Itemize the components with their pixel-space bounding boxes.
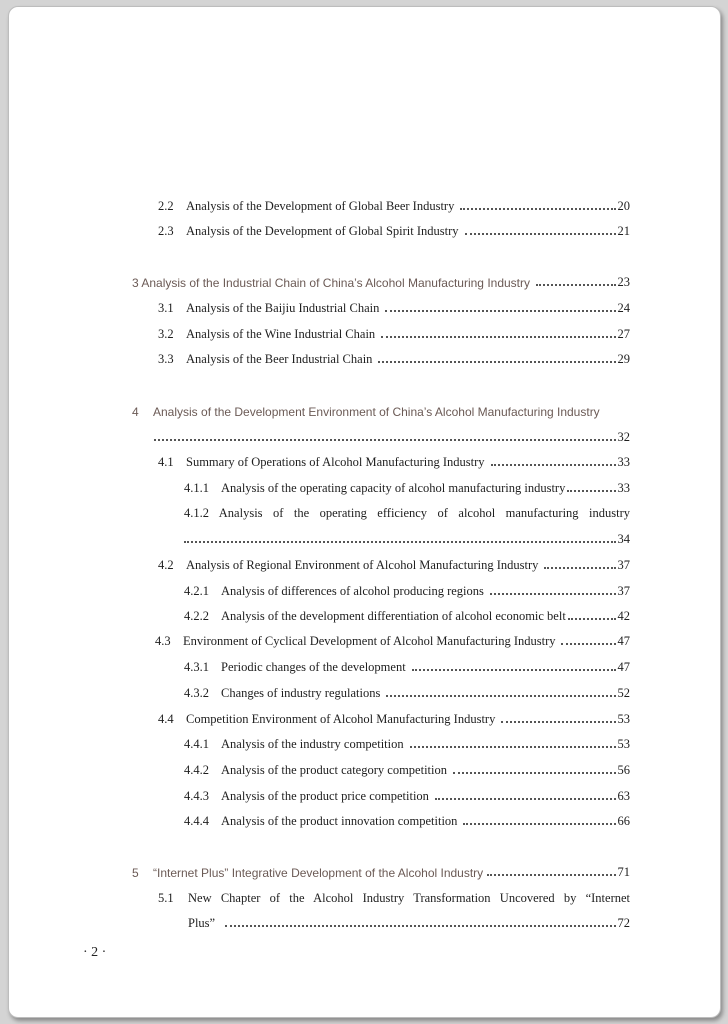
toc-leader-dots — [465, 233, 616, 235]
toc-leader-dots — [536, 284, 615, 286]
toc-entry-title: Periodic changes of the development — [221, 660, 406, 674]
toc-leader-dots — [561, 643, 615, 645]
toc-leader-dots — [567, 490, 615, 492]
toc-entry-title: Analysis of the operating efficiency of alcohol manufacturing industry — [218, 506, 630, 520]
toc-entry-title-continued: Plus” — [188, 916, 216, 930]
toc-entry[interactable] — [184, 655, 630, 675]
toc-page-number: 29 — [617, 352, 630, 366]
toc-page-number: 32 — [617, 430, 630, 444]
toc-section-number: 2.3 — [158, 224, 174, 238]
toc-entry[interactable] — [155, 629, 630, 649]
toc-section-number: 4.3.1 — [184, 660, 209, 674]
toc-section-number: 5.1 — [158, 891, 174, 905]
toc-leader-dots — [463, 823, 615, 825]
toc-section-number: 4.2.1 — [184, 584, 209, 598]
toc-entry[interactable] — [158, 553, 630, 573]
toc-leader-dots — [568, 618, 616, 620]
toc-section-number: 2.2 — [158, 199, 174, 213]
toc-entry-title: New Chapter of the Alcohol Industry Transformation Uncovered by “Internet — [188, 891, 630, 905]
toc-entry[interactable] — [184, 784, 630, 804]
toc-chapter-title: 3 Analysis of the Industrial Chain of China’s Alcohol Manufacturing Industry — [132, 276, 531, 290]
toc-entry-title: Analysis of the Beer Industrial Chain — [186, 352, 373, 366]
toc-entry-title: Changes of industry regulations — [221, 686, 381, 700]
toc-entry-title: Analysis of the Wine Industrial Chain — [186, 327, 376, 341]
toc-leader-dots — [381, 336, 615, 338]
toc-page-number: 72 — [617, 916, 630, 930]
toc-entry-title: Summary of Operations of Alcohol Manufacturing Industry — [186, 455, 485, 469]
toc-page-number: 37 — [617, 558, 630, 572]
toc-entry-title: Analysis of the product innovation competition — [221, 814, 458, 828]
toc-section-number: 4.4 — [158, 712, 174, 726]
toc-entry[interactable] — [184, 732, 630, 752]
toc-page-number: 63 — [617, 789, 630, 803]
toc-entry[interactable] — [158, 194, 630, 214]
toc-entry[interactable] — [184, 604, 630, 624]
toc-section-number: 3.2 — [158, 327, 174, 341]
toc-section-number: 4.4.4 — [184, 814, 209, 828]
toc-entry[interactable] — [184, 501, 630, 521]
toc-leader-dots — [491, 464, 616, 466]
toc-chapter-entry[interactable] — [132, 860, 630, 880]
toc-leader-dots — [184, 541, 616, 543]
toc-entry[interactable] — [158, 219, 630, 239]
toc-page-number: 66 — [617, 814, 630, 828]
toc-entry[interactable] — [158, 707, 630, 727]
toc-entry[interactable] — [158, 322, 630, 342]
toc-entry-title: Competition Environment of Alcohol Manufacturing Industry — [186, 712, 496, 726]
toc-leader-dots — [460, 208, 615, 210]
toc-entry-title: Analysis of the Development of Global Beer Industry — [186, 199, 455, 213]
toc-leader-dots — [544, 567, 615, 569]
toc-page-number: 53 — [617, 712, 630, 726]
toc-leader-dots — [412, 669, 616, 671]
toc-entry-continuation[interactable] — [184, 527, 630, 547]
toc-chapter-number: 5 — [132, 866, 139, 880]
toc-entry-title: Analysis of Regional Environment of Alcohol Manufacturing Industry — [186, 558, 539, 572]
toc-entry-title: Analysis of the operating capacity of alcohol manufacturing industry — [221, 481, 566, 495]
toc-page-number: 47 — [617, 660, 630, 674]
toc-leader-dots — [154, 439, 616, 441]
toc-section-number: 4.3.2 — [184, 686, 209, 700]
toc-page-number: 24 — [617, 301, 630, 315]
toc-entry-title: Analysis of the Development of Global Spirit Industry — [186, 224, 459, 238]
toc-leader-dots — [225, 925, 615, 927]
toc-page-number: 53 — [617, 737, 630, 751]
toc-entry-continuation[interactable] — [154, 425, 630, 445]
toc-section-number: 3.1 — [158, 301, 174, 315]
toc-section-number: 4.2 — [158, 558, 174, 572]
toc-page-number: 21 — [617, 224, 630, 238]
toc-chapter-title: Analysis of the Development Environment of China’s Alcohol Manufacturing Industry — [153, 405, 600, 419]
toc-leader-dots — [378, 361, 615, 363]
toc-section-number: 4.4.3 — [184, 789, 209, 803]
toc-page-number: 33 — [617, 481, 630, 495]
toc-page-number: 27 — [617, 327, 630, 341]
toc-entry-title: Analysis of the product category competition — [221, 763, 447, 777]
toc-section-number: 4.1.1 — [184, 481, 209, 495]
toc-leader-dots — [435, 798, 616, 800]
toc-entry[interactable] — [158, 886, 630, 906]
toc-entry[interactable] — [158, 296, 630, 316]
toc-chapter-entry[interactable] — [132, 399, 630, 419]
toc-section-number: 4.3 — [155, 634, 171, 648]
toc-entry[interactable] — [184, 681, 630, 701]
toc-entry[interactable] — [184, 809, 630, 829]
toc-leader-dots — [410, 746, 616, 748]
toc-entry-title: Analysis of differences of alcohol producing regions — [221, 584, 484, 598]
toc-chapter-title: “Internet Plus” Integrative Development of the Alcohol Industry — [153, 866, 484, 880]
toc-page-number: 20 — [617, 199, 630, 213]
toc-page-number: 56 — [617, 763, 630, 777]
toc-entry-title: Analysis of the product price competition — [221, 789, 429, 803]
toc-leader-dots — [501, 721, 615, 723]
toc-chapter-number: 4 — [132, 405, 139, 419]
toc-leader-dots — [386, 695, 615, 697]
toc-page-number: 34 — [617, 532, 630, 546]
toc-entry-title: Analysis of the industry competition — [221, 737, 404, 751]
toc-section-number: 4.1 — [158, 455, 174, 469]
toc-page-number: 37 — [617, 584, 630, 598]
toc-page-number: 33 — [617, 455, 630, 469]
toc-leader-dots — [453, 772, 616, 774]
toc-entry[interactable] — [184, 579, 630, 599]
toc-leader-dots — [487, 874, 615, 876]
toc-section-number: 3.3 — [158, 352, 174, 366]
toc-section-number: 4.4.2 — [184, 763, 209, 777]
toc-chapter-entry[interactable] — [132, 270, 630, 290]
toc-page-number: 47 — [617, 634, 630, 648]
document-page — [8, 6, 721, 1018]
toc-entry[interactable] — [158, 450, 630, 470]
toc-leader-dots — [385, 310, 615, 312]
toc-page-number: 71 — [617, 865, 630, 879]
toc-page-number: 52 — [617, 686, 630, 700]
footer-page-number: · 2 · — [83, 945, 107, 960]
toc-section-number: 4.4.1 — [184, 737, 209, 751]
toc-entry[interactable] — [158, 347, 630, 367]
toc-entry[interactable] — [184, 758, 630, 778]
toc-section-number: 4.2.2 — [184, 609, 209, 623]
toc-entry-title: Environment of Cyclical Development of Alcohol Manufacturing Industry — [183, 634, 556, 648]
toc-entry-continuation[interactable] — [188, 911, 630, 931]
toc-leader-dots — [490, 593, 616, 595]
toc-entry-title: Analysis of the Baijiu Industrial Chain — [186, 301, 380, 315]
toc-page-number: 23 — [617, 275, 630, 289]
toc-section-number: 4.1.2 — [184, 506, 209, 520]
toc-page-number: 42 — [617, 609, 630, 623]
toc-entry-title: Analysis of the development differentiation of alcohol economic belt — [221, 609, 566, 623]
toc-entry[interactable] — [184, 476, 630, 496]
